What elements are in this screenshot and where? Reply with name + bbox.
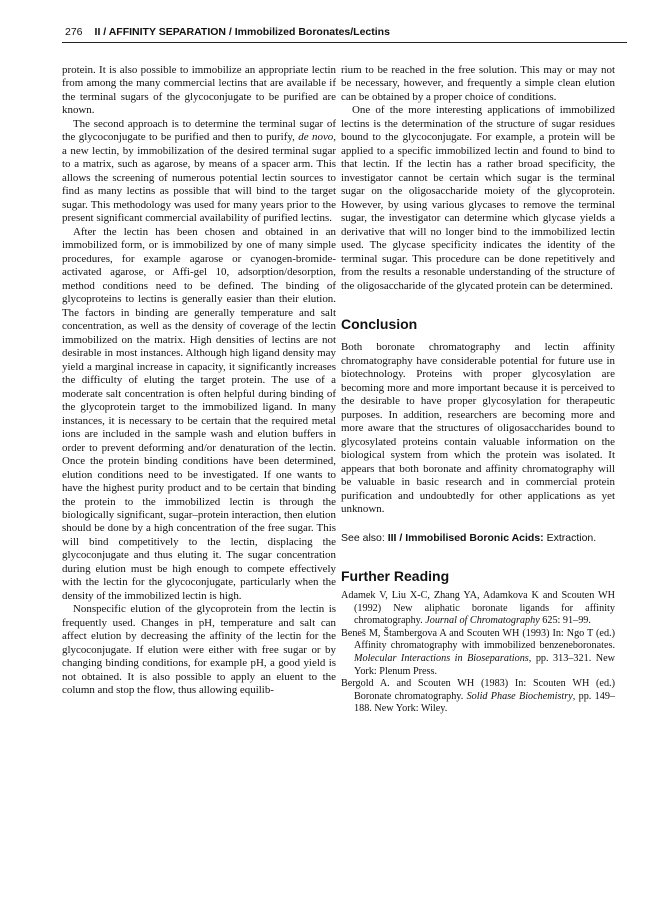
see-also: See also: III / Immobilised Boronic Acids: Extraction. xyxy=(341,531,597,544)
reference-list xyxy=(341,590,615,716)
running-head xyxy=(65,26,628,38)
running-title: II / AFFINITY SEPARATION / Immobilized Boronates/Lectins xyxy=(94,26,390,38)
paragraph: One of the more interesting applications of immobilized lectins is the determination of the structure of sugar residues bound to the glycoconjugate. For example, a protein will be applied to a specific immobilized lectin and found to bind to that lectin. If the lectin has a rather broad specificity, the investigator cannot be certain which sugar is the terminal sugar on the oligosaccharide moiety of the glycoprotein. However, by using various glycases to remove the terminal sugar, the investigator can determine which glycase yields a derivative that will no longer bind to the immobilized lectin used. The glycase specificity indicates the identity of the terminal sugar. This procedure can be done repetitively and from the results a resonable understanding of the structure of the oligosaccharide of the glycated protein can be determined. xyxy=(341,104,615,292)
left-column xyxy=(62,64,336,698)
right-column xyxy=(341,64,615,716)
reference-item: Bergold A. and Scouten WH (1983) In: Scouten WH (ed.) Boronate chromatography. Solid Phase Biochemistry, pp. 149–188. New York: Wiley. xyxy=(341,678,616,715)
reference-item: Beneš M, Štambergova A and Scouten WH (1993) In: Ngo T (ed.) Affinity chromatography with immobilized benzeneboronates. Molecular Interactions in Bioseparations, pp. 313–321. New York: Plenum Press. xyxy=(341,627,615,677)
conclusion-heading: Conclusion xyxy=(341,316,418,333)
paragraph: rium to be reached in the free solution. This may or may not be necessary, however, and frequently a simple clean elution can be obtained by a proper choice of conditions. xyxy=(341,64,615,103)
header-rule xyxy=(62,42,627,43)
paragraph: protein. It is also possible to immobilize an appropriate lectin from among the many commercial lectins that are available if the terminal sugars of the glycoconjugate to be purified are known. xyxy=(62,64,336,117)
paragraph: After the lectin has been chosen and obtained in an immobilized form, or is immobilized by one of many simple procedures, for example agarose or cyanogen-bromide-activated agarose, or Affi-gel 10, adsorption/desorption, method conditions need to be defined. The binding of glycoproteins to lectins is generally easier than their elution. The factors in binding are generally temperature and salt concentration, as well as the density of coverage of the lectin immobilized on the matrix. High densities of lectins are not desirable in most instances. Although high ligand density may yield a marginal increase in capacity, it significantly increases the difficulty of eluting the target protein. The use of a moderate salt concentration is often helpful during binding of the glycoprotein target to the immobilized ligand. In many instances, it is necessary to be certain that the required metal ions are included in the sample wash and elution buffers in order to prevent deforming and/or denaturation of the lectin. Once the protein binding conditions have been determined, elution conditions need to be investigated. If one wants to have the highest purity product and to be certain that binding the protein to the immobilized lectin is through the biologically significant, sugar–protein interaction, then elution should be done by a high concentration of the free sugar. This will bind competitively to the lectin, displacing the glycoconjugate and thus eluting it. The sugar concentration during elution must be high enough to compete effectively with the lectin for the glycoconjugate, particularly when the density of the immobilized lectin is high. xyxy=(62,225,336,602)
reference-item: Adamek V, Liu X-C, Zhang YA, Adamkova K and Scouten WH (1992) New aliphatic boronate ligands for affinity chromatography. Journal of Chromatography 625: 91–99. xyxy=(341,590,615,627)
see-also-link[interactable]: III / Immobilised Boronic Acids: xyxy=(387,531,544,544)
paragraph: The second approach is to determine the terminal sugar of the glycoconjugate to be purified and then to purify, de novo, a new lectin, by immobilization of the desired terminal sugar to a matrix, such as agarose, by means of a spacer arm. This allows the screening of numerous potential lectin sources to find as many lectins as possible that will bind to the target sugar. This methodology was used for many years prior to the present significant commercial availability of purified lectins. xyxy=(62,117,336,225)
further-reading-heading: Further Reading xyxy=(341,568,450,585)
conclusion-paragraph: Both boronate chromatography and lectin affinity chromatography have considerable potential for future use in biotechnology. Proteins with proper glycosylation are becoming more and more important because it is perceived to the desirable to have proper glycosylation for therapeutic purposes. In addition, researchers are becoming more and more aware that the structures of oligosaccharides bound to glycosylated proteins contain valuable information on the biological system from which the protein was isolated. It appears that both boronate and affinity chromatography will be valuable in basic research and in commercial protein purification and undoubtedly for other applications as yet unknown. xyxy=(341,341,615,516)
paragraph: Nonspecific elution of the glycoprotein from the lectin is frequently used. Changes in pH, temperature and salt can affect elution by decreasing the affinity of the lectin for the glycoconjugate. If elution were either with free sugar or by changing binding conditions, for example pH, a good yield is not obtained. It is also possible to apply an eluent to the column and stop the flow, thus allowing equilib- xyxy=(62,603,336,697)
page-number: 276 xyxy=(65,26,83,38)
